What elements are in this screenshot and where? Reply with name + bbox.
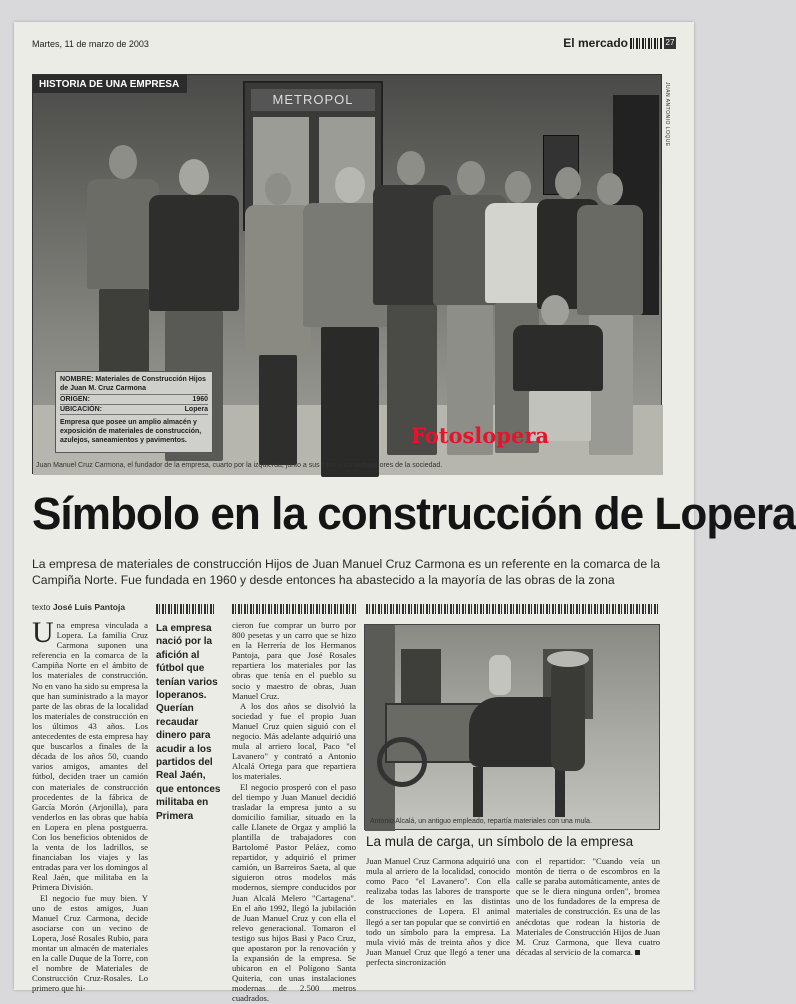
location-row xyxy=(60,405,208,415)
mule-leg xyxy=(473,767,483,817)
byline-author: José Luis Pantoja xyxy=(52,602,126,612)
page-header xyxy=(32,36,676,52)
barcode-decoration xyxy=(156,604,214,614)
column-3-paragraph: El negocio prosperó con el paso del tiempo y Juan Manuel decidió trasladar la empresa junto a su domicilio familiar, situado en la calle Llanete de Orgaz y amplió la plantilla de trabajadores con Bartolomé Pastor Peláez, como repartidor, y adquirió el primer camión, un Barreiros Saeta, al que siguieron otros modelos más modernos, siempre conducidos por Juan Alcalá Melero "Cartagena". En el año 1992, llegó la jubilación de Juan Manuel Cruz y con ella el relevo generacional. Tomaron el testigo sus hijos Basi y Paco Cruz, que apostaron por la renovación y la expansión de la empresa. Se ubicaron en el Polígono Santa Quiteria, con unas instalaciones modernas de 2.500 metros cuadrados. xyxy=(232,781,356,1004)
end-mark xyxy=(635,950,640,955)
byline-prefix: texto xyxy=(32,602,51,612)
section-kicker: HISTORIA DE UNA EMPRESA xyxy=(33,75,187,93)
barcode-decoration xyxy=(366,604,660,614)
origin-value: 1960 xyxy=(192,396,208,403)
location-value: Lopera xyxy=(184,406,208,413)
company-description: Empresa que posee un amplio almacén y exposición de materiales de construcción, azulejos, saneamientos y pavimentos. xyxy=(60,419,202,444)
newspaper-page xyxy=(14,22,796,1004)
side-credit: JUAN ANTONIO LOQUE xyxy=(664,82,670,147)
cart-wheel xyxy=(377,737,427,787)
child-figure xyxy=(489,655,511,695)
origin-label: ORIGEN: xyxy=(60,396,90,403)
sidebar-subhead: La mula de carga, un símbolo de la empresa xyxy=(366,834,634,849)
sidebar-column-1: Juan Manuel Cruz Carmona adquirió una mula al arriero de la localidad, conocido como Paco "el Lavanero". Con ella realizaba todas las labores de transporte de los materiales en las distintas construcciones de Lopera. El animal llegó a ser tan popular que se convirtió en todo un símbolo para la empresa. La mula vivió más de treinta años y dice Juan Manuel Cruz que llegó a tener una perfecta sincronización xyxy=(366,856,510,967)
pull-quote: La empresa nació por la afición al fútbol que tenían varios loperanos. Querían recaudar dinero para acudir a los partidos del Real Jaén, que entonces militaba en Primera xyxy=(156,623,221,822)
barcode-decoration xyxy=(232,604,356,614)
mule-photo-caption: Antonio Alcalá, un antiguo empleado, repartía materiales con una mula. xyxy=(370,818,592,825)
section-title: El mercado xyxy=(563,36,628,50)
company-fact-box xyxy=(55,371,213,453)
man-figure xyxy=(551,661,585,771)
sidebar-column-2 xyxy=(516,856,660,957)
mule-photo xyxy=(364,624,660,830)
article-headline: Símbolo en la construcción de Lopera xyxy=(32,488,796,539)
article-column-1 xyxy=(32,616,148,994)
page-number: 27 xyxy=(665,38,675,47)
shop-sign: METROPOL xyxy=(251,89,375,111)
column-3-paragraph: A los dos años se disolvió la sociedad y fue el propio Juan Manuel Cruz quien siguió con el negocio. Más adelante adquirió una mula al arriero local, Paco "el Lavanero" y contrató a Antonio Alcalá Ortega para que repartiera los materiales. xyxy=(232,700,356,782)
issue-date: Martes, 11 de marzo de 2003 xyxy=(32,39,149,49)
barcode-decoration xyxy=(630,38,662,49)
sidebar-column-2-text: con el repartidor: "Cuando veía un montón de tierra o de escombros en la calle se paraba automáticamente, antes de que se le diera ninguna orden", bromea uno de los fundadores de la empresa de materiales de construcción. Es una de las anécdotas que rodean la historia de Materiales de Construcción Hijos de Juan M. Cruz Carmona, que lleva cuatro décadas al servicio de la comarca. xyxy=(516,856,660,957)
main-photo xyxy=(32,74,662,474)
byline xyxy=(32,602,125,612)
photo-watermark: Fotoslopera xyxy=(411,423,549,448)
column-1-text: na empresa vinculada a Lopera. La familia Cruz Carmona suponen una referencia en la comarca de la Campiña Norte en el ámbito de los materiales de construcción. No en vano ha sido su empresa la que han suministrado a la mayor parte de las obras de la localidad los materiales de construcción en los últimos 43 años. Los antecedentes de esta empresa hay que buscarlos a finales de la década de los años 50, cuando varios amigos, amantes del fútbol, deciden traer un camión con materiales de construcción procedentes de la fábrica de García Morón (Arjonilla), para venderlos en las obras que había en Lopera en plena postguerra. Con los beneficios obtenidos de la venta de los ladrillos, se financiaban los viajes y las entradas para ver los domingos al Real Jaén, que militaba en la Primera División. xyxy=(32,620,148,893)
main-photo-caption: Juan Manuel Cruz Carmona, el fundador de la empresa, cuarto por la izquierda, junto a sus hijos y los trabajadores de la sociedad. xyxy=(36,462,443,469)
column-3-paragraph: cieron fue comprar un burro por 800 pesetas y un carro que se hizo en la Herrería de los Hermanos Pantoja, para que José Rosales repartiera los materiales por las obras que tenía en el pueblo su socio y maestro de obras, Juan Manuel Cruz. xyxy=(232,620,356,701)
article-column-3 xyxy=(232,620,356,1004)
origin-row xyxy=(60,395,208,405)
company-name: NOMBRE: Materiales de Construcción Hijos de Juan M. Cruz Carmona xyxy=(60,375,208,395)
article-standfirst: La empresa de materiales de construcción Hijos de Juan Manuel Cruz Carmona es un referente en la comarca de la Campiña Norte. Fue fundada en 1960 y desde entonces ha abastecido a la mayoría de las obras de la zona xyxy=(32,557,660,587)
location-label: UBICACIÓN: xyxy=(60,406,102,413)
hat xyxy=(547,651,589,667)
window xyxy=(401,649,441,709)
drop-cap: U xyxy=(32,616,54,649)
column-1-paragraph: El negocio fue muy bien. Y uno de estos amigos, Juan Manuel Cruz Carmona, decide asociarse con un vecino de Lopera, José Rosales Rubio, para montar un almacén de materiales en la calle Duque de la Torre, con el nombre de Materiales de Construcción Cruz-Rosales. Lo primero que hi- xyxy=(32,892,148,994)
mule-leg xyxy=(555,767,565,817)
